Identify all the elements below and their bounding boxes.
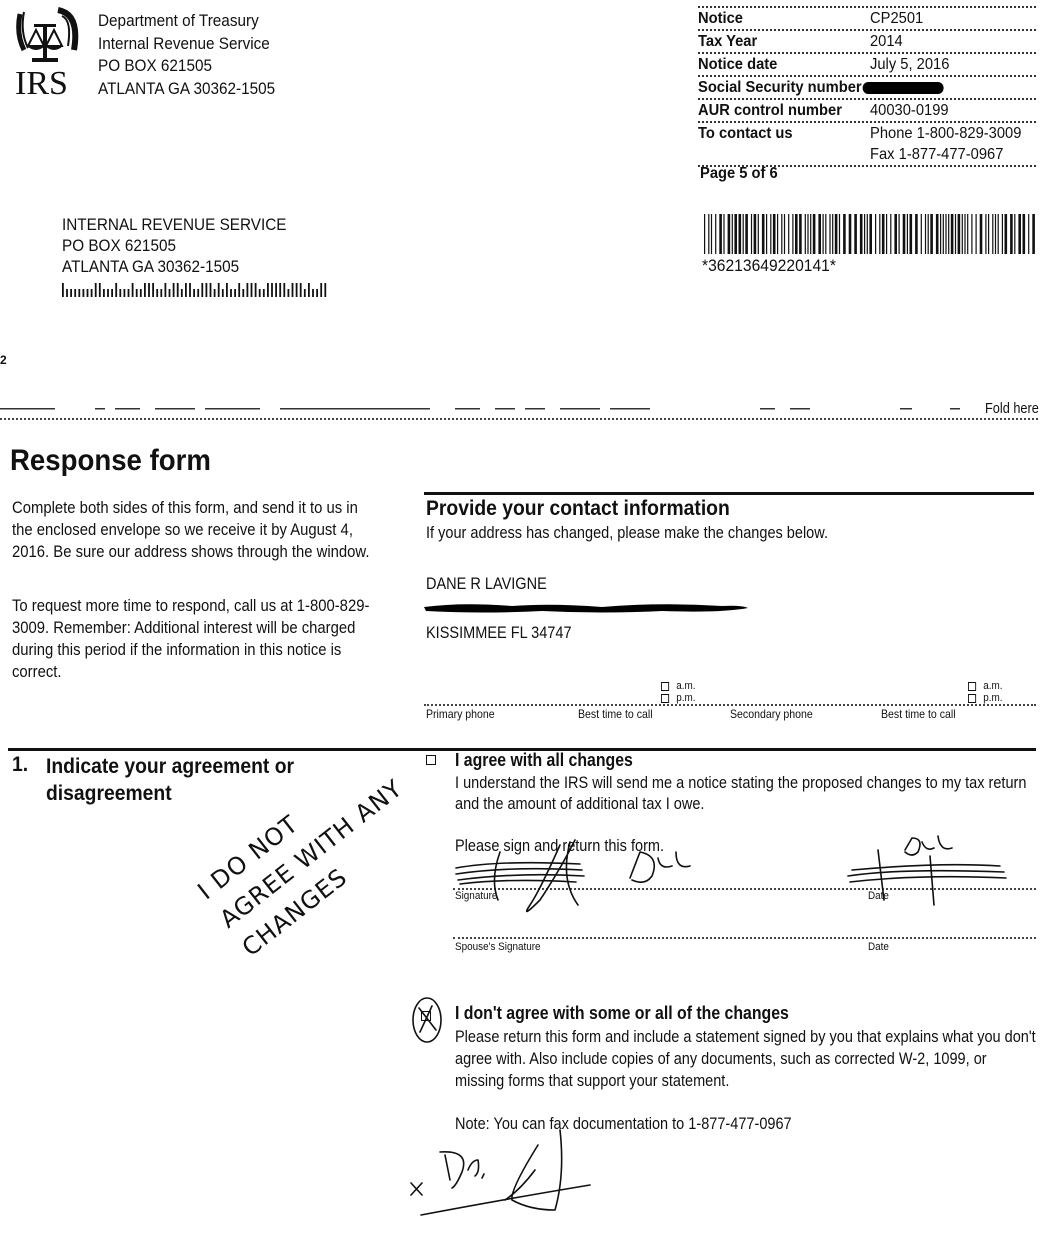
page-mark: 2 bbox=[0, 353, 7, 367]
barcode-bar bbox=[813, 214, 816, 254]
barcode-bar bbox=[745, 214, 748, 254]
postal-bar bbox=[292, 283, 294, 297]
taxpayer-name[interactable]: DANE R LAVIGNE bbox=[426, 575, 547, 593]
recipient-line: ATLANTA GA 30362-1505 bbox=[62, 257, 240, 276]
barcode-bar bbox=[921, 214, 922, 254]
best-time-label: Best time to call bbox=[578, 707, 653, 721]
postal-bar bbox=[283, 283, 285, 297]
postal-bar bbox=[288, 289, 290, 297]
barcode-bar bbox=[795, 214, 798, 254]
postal-bar bbox=[201, 283, 203, 297]
postal-bar bbox=[140, 289, 142, 297]
pm-label: p.m. bbox=[983, 692, 1003, 704]
notice-date-row bbox=[698, 52, 1036, 75]
sender-address bbox=[98, 10, 275, 100]
spouse-date-label: Date bbox=[868, 941, 889, 953]
response-instructions: Complete both sides of this form, and send it to us in the enclosed envelope so we receive it by August 4, 2016. Be sure our address shows through the window. bbox=[12, 499, 370, 561]
barcode-bar bbox=[988, 214, 989, 254]
response-extension-note: To request more time to respond, call us at 1-800-829-3009. Remember: Additional interest will be charged during this period if the information in this notice is correct. bbox=[12, 597, 370, 681]
postal-bar bbox=[324, 283, 326, 297]
barcode-bar bbox=[728, 214, 731, 254]
barcode-bar bbox=[743, 214, 744, 254]
barcode-bar bbox=[781, 214, 782, 254]
barcode-bar bbox=[992, 214, 993, 254]
pm-label: p.m. bbox=[676, 692, 696, 704]
postal-bar bbox=[78, 289, 80, 297]
contact-section-title: Provide your contact information bbox=[426, 497, 730, 520]
pm-checkbox[interactable] bbox=[661, 694, 669, 703]
aur-value: 40030-0199 bbox=[870, 102, 949, 119]
barcode-bar bbox=[818, 214, 821, 254]
barcode-bar bbox=[708, 214, 709, 254]
barcode-bar bbox=[719, 214, 722, 254]
tax-year-value: 2014 bbox=[870, 33, 903, 50]
notice-info-table bbox=[698, 6, 1036, 167]
postal-bar bbox=[177, 283, 179, 297]
barcode-bar bbox=[980, 214, 983, 254]
spouse-signature-label: Spouse's Signature bbox=[455, 941, 541, 953]
am-label: a.m. bbox=[676, 680, 696, 692]
postal-bar bbox=[74, 289, 76, 297]
contact-label: To contact us bbox=[698, 125, 793, 142]
recipient-address bbox=[62, 214, 286, 277]
agree-option-body: I understand the IRS will send me a notice stating the proposed changes to my tax return and the amount of additional tax I owe. bbox=[455, 774, 1027, 813]
fold-dash bbox=[790, 408, 810, 410]
notice-date-value: July 5, 2016 bbox=[870, 56, 950, 73]
sender-line: Internal Revenue Service bbox=[98, 33, 270, 53]
postal-bar bbox=[259, 289, 261, 297]
barcode-bar bbox=[955, 214, 956, 254]
barcode-bar bbox=[1002, 214, 1003, 254]
barcode-bar bbox=[930, 214, 933, 254]
postal-bar bbox=[304, 289, 306, 297]
barcode-bar bbox=[869, 214, 872, 254]
barcode-bar bbox=[773, 214, 776, 254]
fold-dash bbox=[495, 408, 515, 410]
barcode-bar bbox=[839, 214, 840, 254]
barcode-bar bbox=[875, 214, 876, 254]
postal-bar bbox=[263, 289, 265, 297]
spouse-signature-line[interactable] bbox=[453, 937, 1036, 939]
barcode-bar bbox=[962, 214, 963, 254]
barcode-bar bbox=[732, 214, 733, 254]
postal-bar bbox=[279, 283, 281, 297]
barcode bbox=[704, 214, 1036, 254]
notice-label: Notice bbox=[698, 10, 743, 27]
date-label: Date bbox=[868, 890, 889, 902]
postal-bar bbox=[251, 283, 253, 297]
postal-bar bbox=[95, 283, 97, 297]
barcode-bar bbox=[976, 214, 977, 254]
am-checkbox[interactable] bbox=[661, 682, 669, 691]
postal-bar bbox=[111, 289, 113, 297]
barcode-bar bbox=[948, 214, 949, 254]
contact-value bbox=[870, 123, 1023, 165]
page-number: Page 5 of 6 bbox=[700, 165, 778, 182]
barcode-bar bbox=[1010, 214, 1013, 254]
barcode-bar bbox=[711, 214, 712, 254]
contact-section-subtitle: If your address has changed, please make the changes below. bbox=[426, 524, 828, 542]
best-time-secondary bbox=[968, 680, 1003, 704]
barcode-bar bbox=[886, 214, 887, 254]
sign-prompt: Please sign and return this form. bbox=[455, 837, 665, 855]
postal-bar bbox=[103, 289, 105, 297]
barcode-bar bbox=[715, 214, 716, 254]
postal-bar bbox=[193, 289, 195, 297]
fold-dash bbox=[115, 408, 140, 410]
barcode-bar bbox=[854, 214, 857, 254]
barcode-bar bbox=[751, 214, 752, 254]
section-number: 1. bbox=[12, 753, 29, 776]
postal-bar bbox=[148, 283, 150, 297]
barcode-bar bbox=[867, 214, 868, 254]
barcode-bar bbox=[807, 214, 808, 254]
aur-row bbox=[698, 98, 1036, 121]
postal-bar bbox=[128, 289, 130, 297]
response-form-title: Response form bbox=[10, 444, 211, 477]
postal-bar bbox=[267, 283, 269, 297]
postal-bar bbox=[107, 289, 109, 297]
postal-bar bbox=[99, 283, 101, 297]
postal-bar bbox=[308, 283, 310, 297]
barcode-bar bbox=[799, 214, 802, 254]
postal-barcode bbox=[62, 283, 332, 297]
barcode-bar bbox=[903, 214, 906, 254]
barcode-bar bbox=[723, 214, 724, 254]
fold-dash bbox=[280, 408, 430, 410]
barcode-bar bbox=[860, 214, 863, 254]
postal-bar bbox=[271, 283, 273, 297]
postal-bar bbox=[83, 289, 85, 297]
postal-bar bbox=[62, 283, 64, 297]
barcode-number: *36213649220141* bbox=[702, 256, 836, 275]
barcode-bar bbox=[754, 214, 757, 254]
fold-dash bbox=[205, 408, 260, 410]
aur-label: AUR control number bbox=[698, 102, 842, 119]
barcode-bar bbox=[829, 214, 830, 254]
postal-bar bbox=[152, 283, 154, 297]
barcode-bar bbox=[1023, 214, 1026, 254]
phone-value: Phone 1-800-829-3009 bbox=[870, 125, 1022, 142]
am-checkbox[interactable] bbox=[968, 682, 976, 691]
disagree-checkbox[interactable] bbox=[421, 1011, 431, 1021]
tax-year-label: Tax Year bbox=[698, 33, 758, 50]
barcode-bar bbox=[762, 214, 765, 254]
postal-bar bbox=[181, 289, 183, 297]
fold-dash bbox=[0, 408, 55, 410]
recipient-line: PO BOX 621505 bbox=[62, 236, 176, 255]
ssn-value-redacted bbox=[870, 77, 1023, 98]
fax-note: Note: You can fax documentation to 1-877-477-0967 bbox=[455, 1115, 792, 1133]
postal-bar bbox=[165, 283, 167, 297]
fold-dash bbox=[760, 408, 775, 410]
barcode-bar bbox=[910, 214, 913, 254]
handwritten-note: I DO NOT AGREE WITH ANY CHANGES bbox=[192, 773, 408, 962]
barcode-bar bbox=[704, 214, 705, 254]
postal-bar bbox=[210, 283, 212, 297]
postal-bar bbox=[300, 283, 302, 297]
barcode-bar bbox=[835, 214, 838, 254]
barcode-bar bbox=[951, 214, 954, 254]
postal-bar bbox=[197, 289, 199, 297]
barcode-bar bbox=[788, 214, 789, 254]
fold-dash bbox=[900, 408, 912, 410]
barcode-bar bbox=[943, 214, 944, 254]
postal-bar bbox=[136, 289, 138, 297]
postal-bar bbox=[316, 289, 318, 297]
barcode-bar bbox=[766, 214, 767, 254]
barcode-bar bbox=[1005, 214, 1008, 254]
postal-bar bbox=[320, 283, 322, 297]
barcode-bar bbox=[734, 214, 737, 254]
notice-date-label: Notice date bbox=[698, 56, 778, 73]
barcode-bar bbox=[964, 214, 965, 254]
postal-bar bbox=[226, 283, 228, 297]
barcode-bar bbox=[928, 214, 929, 254]
postal-bar bbox=[173, 283, 175, 297]
barcode-bar bbox=[998, 214, 999, 254]
primary-phone-label: Primary phone bbox=[426, 707, 495, 721]
postal-bar bbox=[242, 289, 244, 297]
fold-dash bbox=[455, 408, 480, 410]
agree-option-title: I agree with all changes bbox=[455, 750, 633, 770]
barcode-bar bbox=[825, 214, 826, 254]
postal-bar bbox=[312, 289, 314, 297]
postal-bar bbox=[238, 283, 240, 297]
barcode-bar bbox=[1028, 214, 1029, 254]
postal-bar bbox=[255, 283, 257, 297]
am-label: a.m. bbox=[983, 680, 1003, 692]
notice-row bbox=[698, 6, 1036, 29]
fold-dashes bbox=[0, 406, 960, 412]
disagree-option-title: I don't agree with some or all of the changes bbox=[455, 1003, 789, 1023]
postal-bar bbox=[66, 289, 68, 297]
barcode-bar bbox=[1014, 214, 1015, 254]
barcode-bar bbox=[784, 214, 785, 254]
barcode-bar bbox=[985, 214, 986, 254]
postal-bar bbox=[144, 283, 146, 297]
barcode-bar bbox=[770, 214, 771, 254]
barcode-bar bbox=[1018, 214, 1021, 254]
pm-checkbox[interactable] bbox=[968, 694, 976, 703]
signature-line[interactable] bbox=[453, 888, 1036, 890]
postal-bar bbox=[119, 289, 121, 297]
barcode-bar bbox=[882, 214, 885, 254]
postal-bar bbox=[218, 283, 220, 297]
postal-bar bbox=[214, 289, 216, 297]
barcode-bar bbox=[849, 214, 852, 254]
section-rule bbox=[424, 492, 1034, 495]
fold-line bbox=[0, 418, 1038, 420]
postal-bar bbox=[91, 289, 93, 297]
barcode-bar bbox=[805, 214, 806, 254]
fold-dash bbox=[610, 408, 650, 410]
contact-row bbox=[698, 121, 1036, 167]
postal-bar bbox=[70, 289, 72, 297]
barcode-bar bbox=[915, 214, 918, 254]
postal-bar bbox=[169, 289, 171, 297]
irs-logo bbox=[14, 6, 82, 98]
notice-value: CP2501 bbox=[870, 10, 924, 27]
postal-bar bbox=[296, 283, 298, 297]
postal-bar bbox=[206, 283, 208, 297]
postal-bar bbox=[160, 289, 162, 297]
ssn-row bbox=[698, 75, 1036, 98]
postal-bar bbox=[132, 283, 134, 297]
barcode-bar bbox=[792, 214, 793, 254]
postal-bar bbox=[275, 283, 277, 297]
phone-field-line[interactable] bbox=[424, 704, 1036, 706]
barcode-bar bbox=[899, 214, 900, 254]
street-address-redacted bbox=[422, 601, 752, 615]
fold-dash bbox=[95, 408, 105, 410]
postal-bar bbox=[234, 289, 236, 297]
secondary-phone-label: Secondary phone bbox=[730, 707, 813, 721]
barcode-bar bbox=[967, 214, 968, 254]
postal-bar bbox=[247, 283, 249, 297]
postal-bar bbox=[185, 283, 187, 297]
barcode-bar bbox=[879, 214, 880, 254]
signature-label: Signature bbox=[455, 890, 498, 902]
postal-bar bbox=[230, 289, 232, 297]
barcode-bar bbox=[940, 214, 941, 254]
barcode-bar bbox=[971, 214, 972, 254]
barcode-bar bbox=[890, 214, 891, 254]
section-title: Indicate your agreement or disagreement bbox=[46, 755, 295, 805]
fold-dash bbox=[155, 408, 195, 410]
barcode-bar bbox=[936, 214, 939, 254]
taxpayer-city[interactable]: KISSIMMEE FL 34747 bbox=[426, 624, 572, 642]
redaction-mark bbox=[863, 82, 944, 94]
fax-value: Fax 1-877-477-0967 bbox=[870, 146, 1004, 163]
barcode-bar bbox=[843, 214, 846, 254]
barcode-bar bbox=[739, 214, 742, 254]
bottom-signature bbox=[411, 1130, 590, 1215]
fold-dash bbox=[525, 408, 545, 410]
postal-bar bbox=[124, 289, 126, 297]
barcode-bar bbox=[832, 214, 833, 254]
best-time-label: Best time to call bbox=[881, 707, 956, 721]
sender-line: ATLANTA GA 30362-1505 bbox=[98, 78, 276, 98]
barcode-bar bbox=[810, 214, 811, 254]
initials-mark bbox=[630, 852, 690, 882]
tax-year-row bbox=[698, 29, 1036, 52]
fold-dash bbox=[560, 408, 600, 410]
barcode-bar bbox=[925, 214, 926, 254]
barcode-bar bbox=[945, 214, 946, 254]
barcode-bar bbox=[958, 214, 961, 254]
postal-bar bbox=[87, 289, 89, 297]
disagree-option-body: Please return this form and include a statement signed by you that explains what you don't agree with. Also include copies of any documents, such as corrected W-2, 1099, or missing forms that support your statement. bbox=[455, 1028, 1036, 1090]
barcode-bar bbox=[823, 214, 824, 254]
barcode-bar bbox=[894, 214, 897, 254]
sender-line: PO BOX 621505 bbox=[98, 56, 212, 75]
best-time-primary bbox=[661, 680, 696, 704]
ssn-label: Social Security number bbox=[698, 79, 862, 96]
fold-dash bbox=[950, 408, 960, 410]
barcode-bar bbox=[1032, 214, 1035, 254]
barcode-bar bbox=[907, 214, 908, 254]
agree-checkbox[interactable] bbox=[426, 755, 436, 765]
postal-bar bbox=[189, 283, 191, 297]
barcode-bar bbox=[995, 214, 996, 254]
postal-bar bbox=[115, 283, 117, 297]
logo-text: IRS bbox=[15, 65, 68, 98]
barcode-bar bbox=[758, 214, 759, 254]
barcode-bar bbox=[777, 214, 778, 254]
recipient-line: INTERNAL REVENUE SERVICE bbox=[62, 215, 287, 234]
fold-here-label: Fold here bbox=[985, 400, 1039, 417]
postal-bar bbox=[156, 289, 158, 297]
sender-line: Department of Treasury bbox=[98, 11, 259, 30]
postal-bar bbox=[222, 289, 224, 297]
barcode-bar bbox=[864, 214, 865, 254]
